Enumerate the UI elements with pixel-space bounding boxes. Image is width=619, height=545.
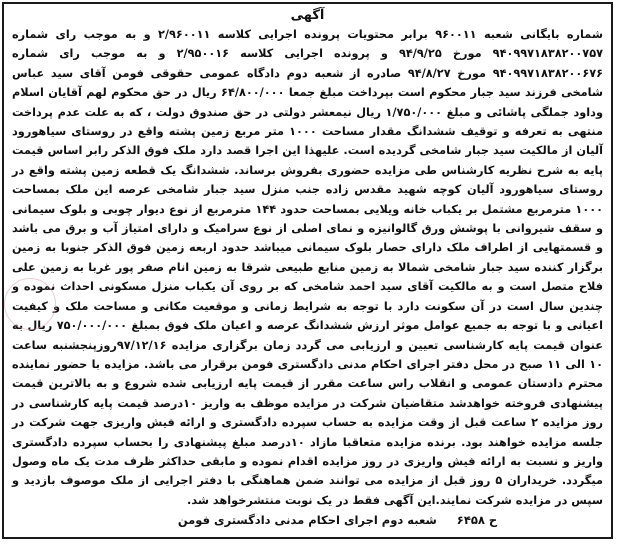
notice-body: شماره بایگانی شعبه ۹۶۰۰۱۱ برابر محتویات پرونده اجرایی کلاسه ۲/۹۶۰۰۱۱ و به موجب رای شماره ۹۴۰۹۹۷۱۸۳۸۲۰۰۷۵۷ مورخ ۹۴/۹/۲۵ و پرونده اجرایی کلاسه ۲/۹۵۰۰۱۶ و به موجب رای شماره ۹۴۰۹۹۷۱۸۳۸۲۰۰۶۷۶ مورخ ۹۴/۸/۲۷ صادره از شعبه دوم دادگاه عمومی حقوقی فومن آقای سید عباس شامخی فرزند سید جبار محکوم است بپرداخت مبلغ جمعا ۶۴/۸۰۰/۰۰۰ ریال در حق محکوم لهم آقایان اسلام وداود جملگی پاشائی و مبلغ ۱/۷۵۰/۰۰۰ ریال نیمعشر دولتی در حق صندوق دولت ، که به علت عدم پرداخت منتهی به تعرفه و توقیف ششدانگ مقدار مساحت ۱۰۰۰ متر مربع زمین پشته واقع در روستای سیاهورود آلیان از مالکیت سید جبار شامخی گردیده است. علیهذا این اجرا قصد دارد ملک فوق الذکر رابر اساس قیمت پایه به شرح نظریه کارشناس طی مزایده حضوری بفروش برساند. ششدانگ یک قطعه زمین پشته واقع در روستای سیاهورود آلیان کوچه شهید مقدس زاده جنب منزل سید جبار شامخی عرصه این ملک بمساحت ۱۰۰۰ مترمربع مشتمل بر یکباب خانه ویلایی بمساحت حدود ۱۴۴ مترمربع از نوع دیوار چوبی و بلوک سیمانی و سقف شیروانی با پوشش ورق گالوانیزه و نمای اصلی از نوع سرامیک و دارای امتیاز آب و برق می باشد و قسمتهایی از اطراف ملک دارای حصار بلوک سیمانی میباشد حدود اربعه زمین فوق الذکر جنوبا به زمین برگزار کننده سید جبار شامخی شمالا به زمین منابع طبیعی شرقا به زمین انام صفر پور غربا به زمین علی فلاح متصل است و به مالکیت آقای سید احمد شامخی که بر روی آن یکباب منزل مسکونی احداث نموده و چندین سال است در آن سکونت دارد با توجه به شرایط زمانی و موقعیت مکانی و مساحت ملک و کیفیت اعیانی و با توجه به جمیع عوامل موثر ارزش ششدانگ عرصه و اعیان ملک فوق بمبلغ ۷۵۰/۰۰۰/۰۰۰ ریال به عنوان قیمت پایه کارشناسی تعیین و ارزیابی می گردد زمان برگزاری مزایده ۹۷/۱۲/۱۶روزپنجشنبه ساعت ۱۰ الی ۱۱ صبح در محل دفتر اجرای احکام مدنی دادگستری فومن برقرار می باشد. مزایده با حضور نماینده محترم دادستان عمومی و انقلاب راس ساعت مقرر از قیمت پایه ارزیابی شده شروع و به بالاترین قیمت پیشنهادی فروخته خواهدشد متقاضیان شرکت در مزایده موظف به واریز ۱۰درصد قیمت پایه کارشناسی در روز مزایده ۲ ساعت قبل از وقت مزایده به حساب سپرده دادگستری و ارائه فیش واریزی جهت شرکت در جلسه مزایده خواهند بود. برنده مزایده متعاقبا مازاد ۱۰درصد مبلغ پیشنهادی را بحساب سپرده دادگستری واریز و نسبت به ارائه فیش واریزی در روز مزایده اقدام نموده و مابقی حداکثر ظرف مدت یک ماه وصول میگردد. خریداران ۵ روز قبل از مزایده می توانند ضمن هماهنگی با دفتر اجرایی از ملک موصوف بازدید و سپس در مزایده شرکت نمایند.این آگهی فقط در یک نوبت منتشرخواهد شد. [12,28,604,507]
notice-title: آگهی [290,8,325,23]
notice-code: ح ۶۴۵۸ [456,513,498,528]
notice-footer [12,511,603,529]
notice-issuer: شعبه دوم اجرای احکام مدنی دادگستری فومن [177,513,437,528]
legal-notice [2,2,613,539]
faint-stamp-mark [4,278,56,330]
